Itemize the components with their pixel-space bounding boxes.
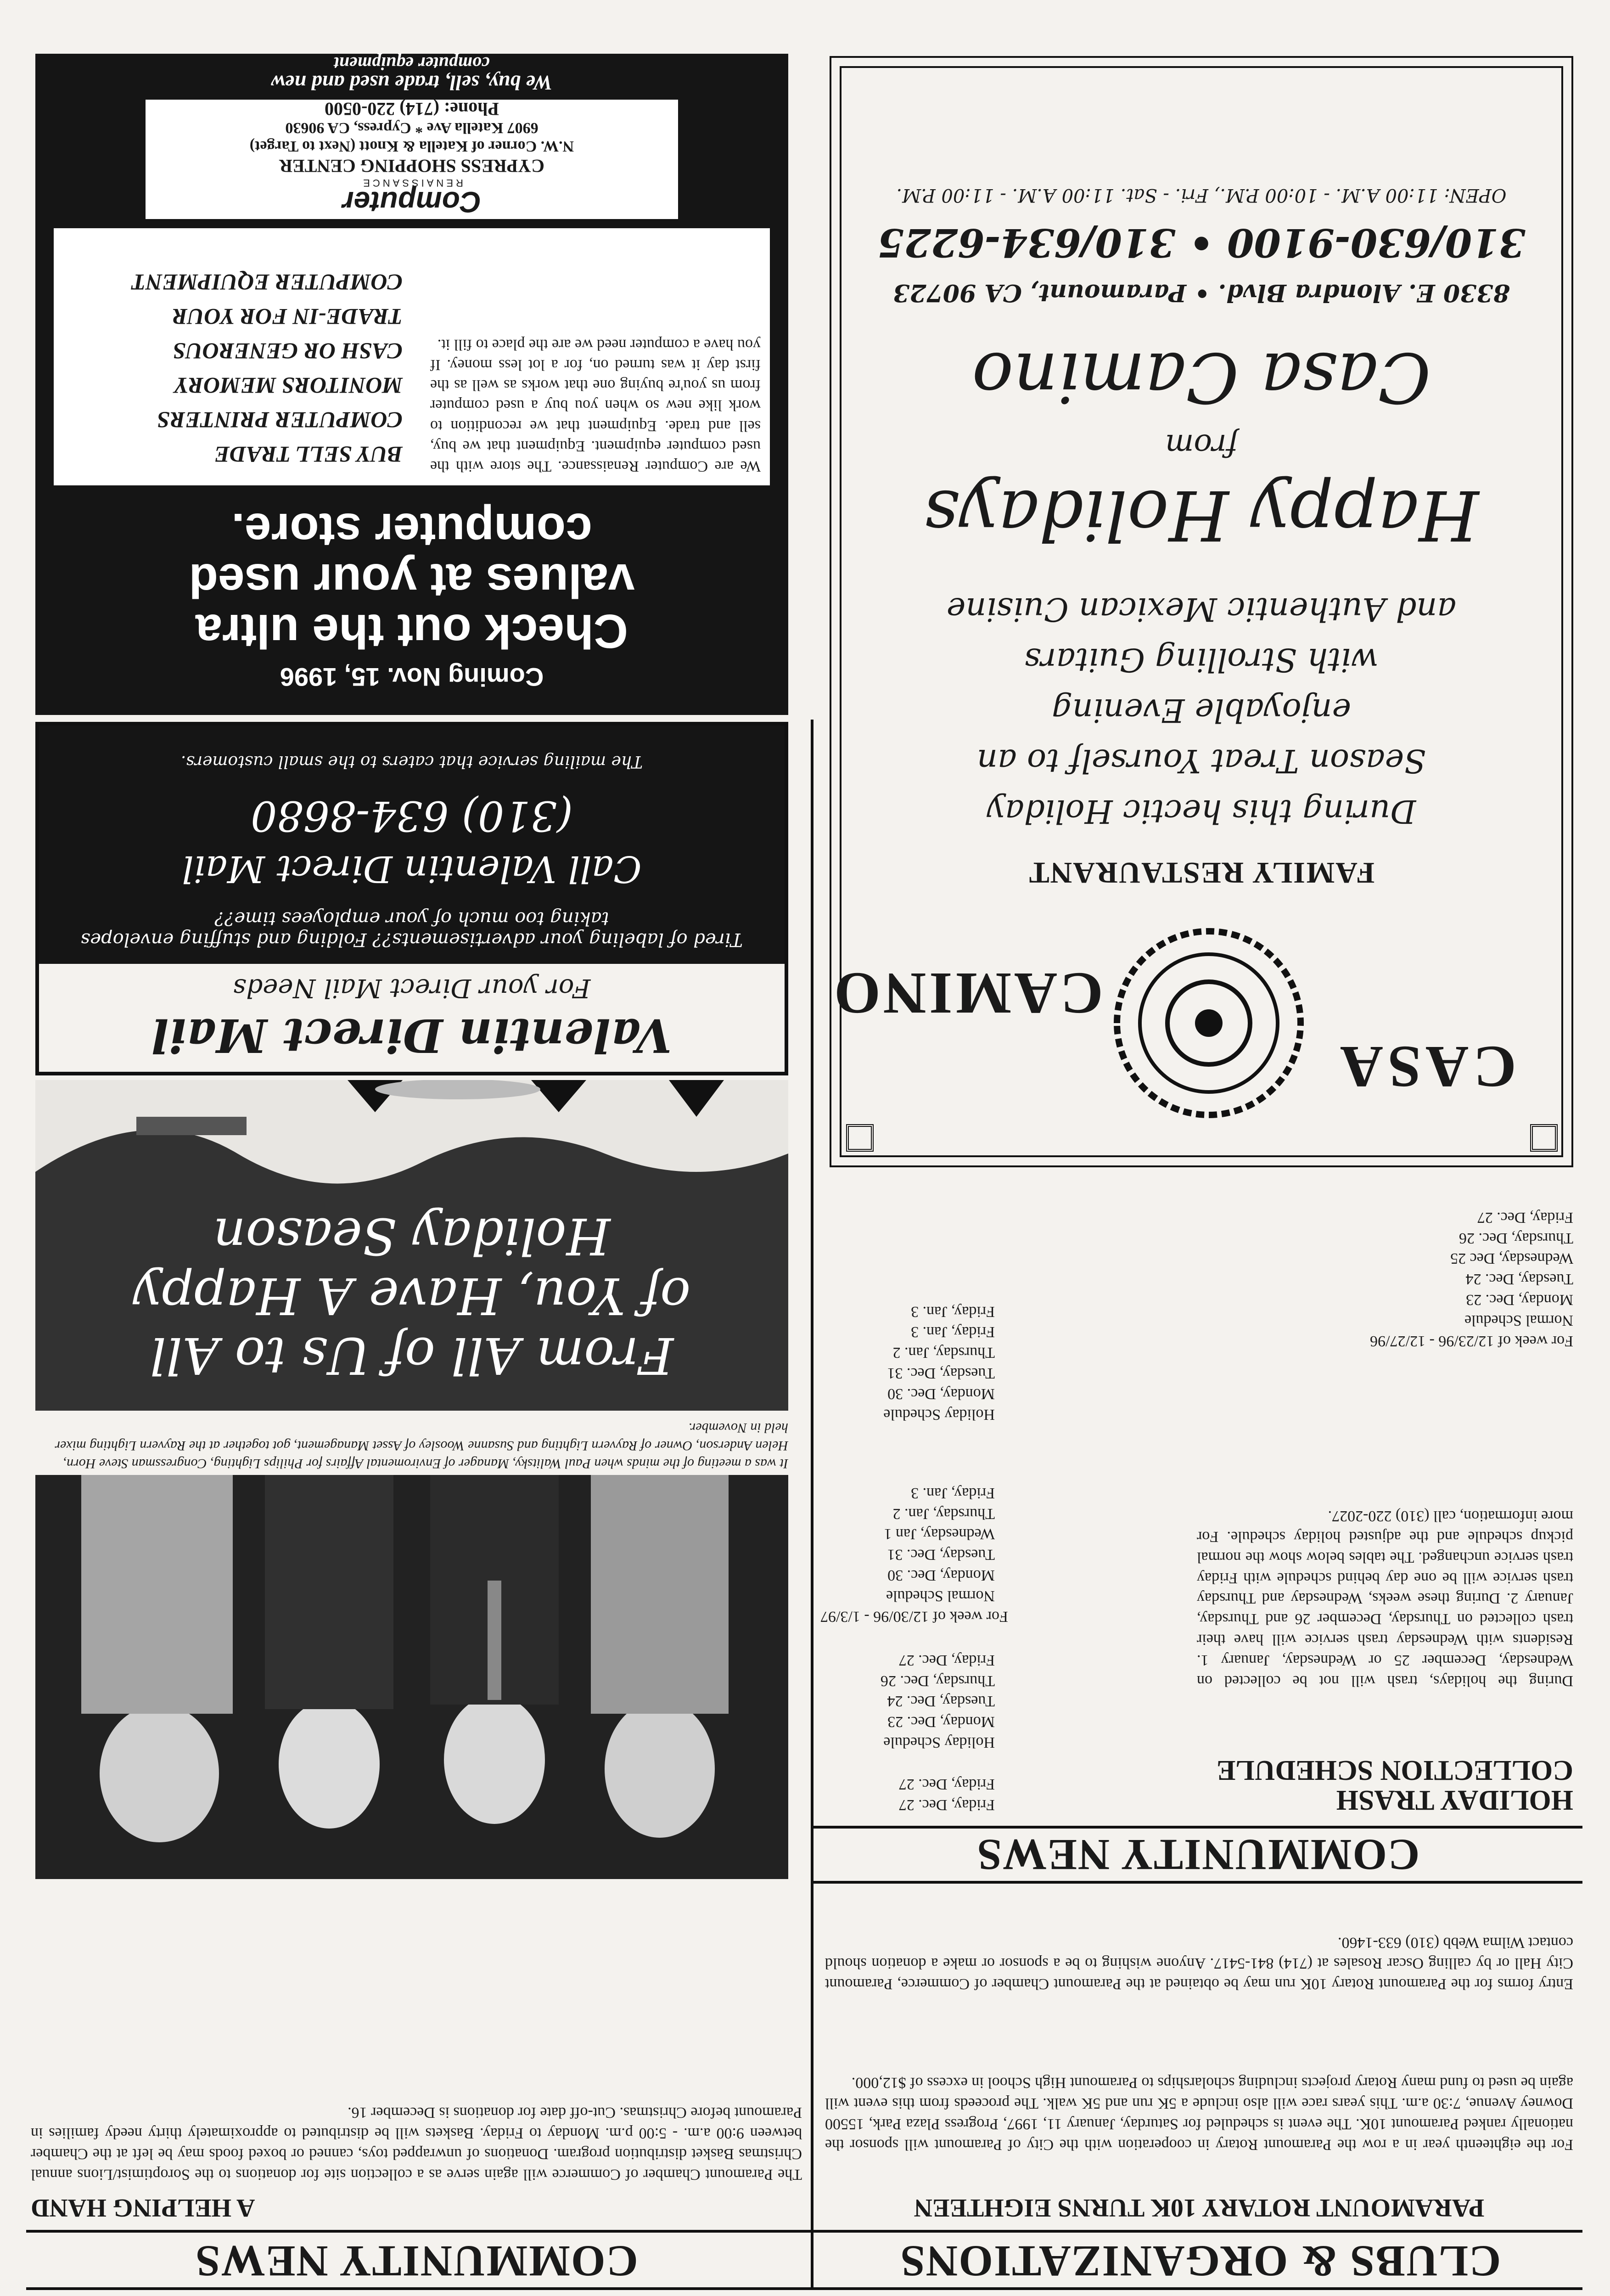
offer-line: COMPUTER EQUIPMENT: [131, 270, 403, 295]
casa-phones: 310/630-9100 • 310/634-6225: [877, 220, 1526, 265]
week2-normal-block: [820, 1482, 1008, 1626]
casa-from: from: [1165, 428, 1238, 463]
week2-normal-day: Tuesday, Dec. 31: [887, 1546, 995, 1564]
casa-logo-top: CASA: [1335, 1034, 1516, 1100]
week2-holiday-day: Tuesday, Dec. 31: [887, 1365, 995, 1382]
computer-headline-1: Check out the ultra: [196, 604, 628, 658]
computer-headline-3: computer store.: [231, 503, 592, 557]
section-header-clubs: CLUBS & ORGANIZATIONS: [899, 2237, 1501, 2286]
section-header-community: COMMUNITY NEWS: [195, 2237, 638, 2286]
valentin-footer: The mailing service that caters to the small customers.: [180, 752, 643, 771]
casa-subtitle: FAMILY RESTAURANT: [1028, 856, 1375, 889]
photo-caption: It was a meeting of the minds when Paul Walitsky, Manager of Enviromental Affairs for Philips Lighting, Congressman Steve Horn, Helen Anderson, Owner of Rayvern Lighting and Susanne Woosley of Asset Management, got together at the Rayvern Lighting mixer held in November.: [55, 1420, 788, 1471]
week1-normal-label: Normal Schedule: [1464, 1312, 1573, 1329]
casa-name-script: Casa Camino: [972, 337, 1431, 417]
week2-title: For week of 12/30/96 - 1/3/97: [820, 1608, 1008, 1625]
week1-holiday-day: Friday, Dec. 27: [898, 1796, 995, 1813]
computer-address-panel: [146, 100, 678, 219]
helping-hand-headline: A HELPING HAND: [31, 2194, 255, 2222]
offer-line: COMPUTER PRINTERS: [157, 407, 403, 433]
week1-holiday-day: Friday, Dec. 27: [898, 1776, 995, 1793]
valentin-ad: [35, 722, 788, 1075]
casa-copy-3: enjoyable Evening: [1052, 692, 1351, 729]
greeting-line-3: Holiday Season: [213, 1207, 611, 1266]
week2-normal-day: Thursday, Jan. 2: [892, 1505, 995, 1522]
week1-holiday-block: [820, 1649, 995, 1815]
computer-coming: Coming Nov. 15, 1996: [280, 663, 544, 692]
week1-holiday-day: Friday, Dec. 27: [898, 1651, 995, 1669]
casa-copy-5: and Authentic Mexican Cuisine: [946, 591, 1457, 628]
week1-holiday-day: Thursday, Dec. 26: [881, 1672, 995, 1689]
trash-paragraph: During the holidays, trash will not be collected on Wednesday, December 25 or Wednesday, January 1. Residents with Wednesday trash service will have their trash collected on Thursday, December 26 and Thursday, January 2. During these weeks, Wednesday and Thursday trash service will be one day behind schedule with Friday trash service unchanged. The tables below show the normal pickup schedule and the adjusted holiday schedule. For more information, call (310) 220-2027.: [1197, 1508, 1573, 1689]
community-rule-bottom: [813, 1826, 1582, 1829]
casa-happy-holidays: Happy Holidays: [924, 475, 1479, 555]
casa-copy-2: Season Treat Yourself to an: [976, 742, 1426, 780]
offer-line: BUY SELL TRADE: [214, 442, 403, 467]
week1-holiday-label: Holiday Schedule: [883, 1734, 995, 1751]
week2-normal-day: Friday, Jan. 3: [911, 1484, 995, 1502]
week2-normal-day: Monday, Dec. 30: [887, 1567, 995, 1584]
valentin-phone: (310) 634-8680: [251, 792, 573, 840]
week1-holiday-day: Monday, Dec. 23: [887, 1713, 995, 1731]
rotary-paragraph-1: For the eighteenth year in a row the Paramount Rotary in cooperation with the City of Paramount will sponsor the nationally ranked Paramount 10K. The event is scheduled for Saturday, January 11, 1997, Progress Plaza Park, 15500 Downey Avenue, 7:30 a.m. This years race will also include a 5K run and 5K walk. The proceeds from this event will again be used to fund many Rotary projects including scholarships to Paramount High School in excess of $12,000.: [825, 2074, 1573, 2153]
holiday-greeting-panel: [35, 1080, 788, 1411]
computer-slogan-1: We buy, sell, trade used and new: [271, 71, 553, 95]
offer-line: TRADE-IN FOR YOUR: [172, 304, 403, 330]
computer-slogan-2: computer equipment: [334, 53, 490, 74]
valentin-pitch: Tired of labeling your advertisements?? Folding and stuffing envelopes taking too much of your employees time??: [80, 908, 743, 950]
top-rule: [26, 2287, 1582, 2290]
greeting-line-2: of You, Have A Happy: [133, 1266, 691, 1325]
week1-holiday-day: Tuesday, Dec. 24: [887, 1693, 995, 1710]
rotary-paragraph-2: Entry forms for the Paramount Rotary 10K run may be obtained at the Paramount Chamber of Commerce, Paramount City Hall or by calling Oscar Rosales at (714) 841-5417. Anyone wishing to be a sponsor or make a donation should contact Wilma Webb (310) 633-1460.: [825, 1934, 1573, 1992]
week1-normal-day: Tuesday, Dec. 24: [1465, 1271, 1573, 1288]
computer-renaissance-ad: [35, 54, 788, 715]
week2-holiday-day: Friday, Jan. 3: [911, 1323, 995, 1341]
week1-normal-day: Wednesday, Dec 25: [1450, 1250, 1573, 1267]
computer-street: 6907 Katella Ave * Cypress, CA 90630: [285, 119, 539, 136]
header-rule: [26, 2230, 1582, 2233]
trash-headline: HOLIDAY TRASH COLLECTION SCHEDULE: [1217, 1754, 1573, 1816]
computer-logo-sub: RENAISSANCE: [360, 177, 463, 189]
event-photo-people: [35, 1475, 788, 1879]
rotary-headline: PARAMOUNT ROTARY 10K TURNS EIGHTEEN: [914, 2194, 1485, 2222]
casa-address: 8330 E. Alondra Blvd. • Paramount, CA 90723: [893, 279, 1510, 307]
computer-info-panel: [54, 228, 770, 485]
corner-ornament: [1530, 1124, 1558, 1152]
week2-normal-label: Normal Schedule: [886, 1587, 995, 1605]
week2-holiday-block: [820, 1301, 995, 1424]
valentin-name: Valentin Direct Mail: [151, 1008, 672, 1063]
computer-intro: We are Computer Renaissance. The store with the used computer equipment. Equipment that we buy, sell and trade. Equipment that we recondition to work like new so when you buy a used computer from us you're buying one that works as well as the first day it was turned on, for a lot less money. If you have a computer need we are the place to fill it.: [430, 336, 761, 475]
casa-logo-bottom: CAMINO: [831, 960, 1103, 1026]
section-header-community-2: COMMUNITY NEWS: [976, 1830, 1420, 1880]
computer-headline-2: values at your used: [189, 554, 635, 607]
casa-camino-ad: [830, 56, 1573, 1167]
computer-offer-list: [63, 265, 403, 472]
computer-logo-main: Computer: [342, 186, 482, 219]
casa-copy-4: with Strolling Guitars: [1024, 641, 1379, 679]
sun-medallion-icon: [1103, 917, 1314, 1129]
column-divider: [811, 720, 813, 2290]
casa-copy-1: During this hectic Holiday: [987, 793, 1416, 830]
event-photo: [35, 1475, 788, 1879]
valentin-call: Call Valentin Direct Mail: [182, 848, 642, 890]
casa-hours: OPEN: 11:00 A.M. - 10:00 P.M., Fri. - Sat. 11:00 A.M. - 11:00 P.M.: [896, 185, 1507, 206]
week1-block: [1197, 1207, 1573, 1351]
computer-phone: Phone: (714) 220-0500: [325, 99, 499, 119]
corner-ornament: [846, 1124, 874, 1152]
community-rule-top: [813, 1881, 1582, 1884]
week1-title: For week of 12/23/96 - 12/27/96: [1370, 1333, 1573, 1350]
week1-normal-day: Friday, Dec. 27: [1477, 1209, 1573, 1226]
week2-normal-day: Wednesday, Jan 1: [884, 1525, 995, 1543]
valentin-dark-panel: [39, 726, 785, 964]
week1-normal-day: Thursday, Dec. 26: [1459, 1229, 1573, 1247]
offer-line: MONITORS MEMORY: [174, 373, 403, 399]
helping-hand-paragraph: The Paramount Chamber of Commerce will again serve as a collection site for donations to the Soroptimist/Lions annual Christmas Basket distribution program. Donations of unwrapped toys, canned or boxed foods may be left at the Chamber between 9:00 a.m. - 5:00 p.m. Monday to Friday. Baskets will be distributed to approximately thirty needy families in Paramount before Christmas. Cut-off date for donations is December 16.: [31, 2104, 802, 2183]
valentin-tagline: For your Direct Mail Needs: [233, 973, 591, 1003]
week2-holiday-label: Holiday Schedule: [883, 1406, 995, 1423]
week2-holiday-day: Monday, Dec. 30: [887, 1385, 995, 1403]
computer-corner: N.W. Corner of Katella & Knott (Next to Target): [249, 138, 574, 155]
week2-holiday-day: Thursday, Jan. 2: [892, 1344, 995, 1362]
computer-center: CYPRESS SHOPPING CENTER: [279, 156, 544, 176]
week2-holiday-day: Friday, Jan. 3: [911, 1303, 995, 1320]
week1-normal-day: Monday, Dec. 23: [1466, 1291, 1573, 1309]
offer-line: CASH OR GENEROUS: [173, 338, 403, 364]
greeting-line-1: From All of Us to All: [150, 1326, 674, 1385]
